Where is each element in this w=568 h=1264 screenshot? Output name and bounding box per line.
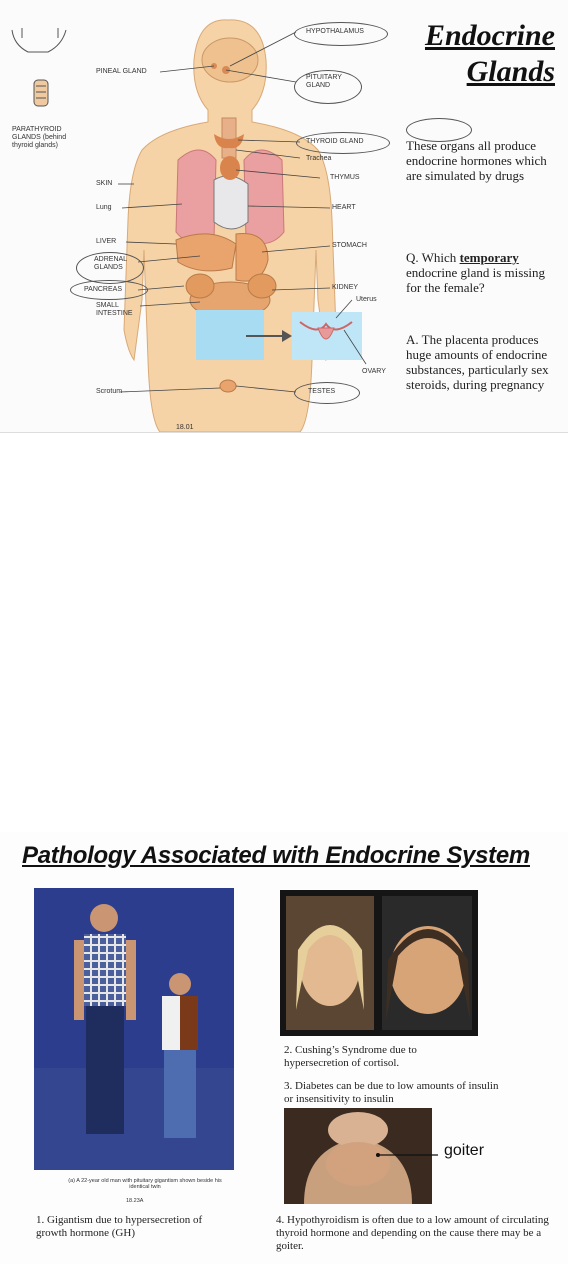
intro-text: These organs all produce endocrine hormones which are simulated by drugs <box>406 138 547 183</box>
item-hypothyroidism: 4. Hypothyroidism is often due to a low amount of circulating thyroid hormone and depending on the cause there may be a goiter. <box>276 1214 549 1252</box>
item-gigantism: 1. Gigantism due to hypersecretion of growth hormone (GH) <box>36 1214 203 1239</box>
label-thymus: THYMUS <box>330 174 360 181</box>
label-thyroid: THYROID GLAND <box>306 138 364 145</box>
label-trachea: Trachea <box>306 155 332 162</box>
slide-title: Endocrine Glands <box>424 19 555 88</box>
item-cushing: 2. Cushing’s Syndrome due to hypersecretion of cortisol. <box>284 1044 417 1069</box>
label-small-intestine: SMALL INTESTINE <box>96 302 133 318</box>
figure-number-2: 18.23A <box>126 1198 144 1204</box>
label-heart: HEART <box>332 204 356 211</box>
label-pituitary: PITUITARY GLAND <box>306 74 342 90</box>
endocrine-glands-slide <box>0 0 568 433</box>
figure-number: 18.01 <box>176 424 194 431</box>
label-pineal: PINEAL GLAND <box>96 68 147 75</box>
label-liver: LIVER <box>96 238 117 245</box>
label-stomach: STOMACH <box>332 242 367 249</box>
label-testes: TESTES <box>308 388 336 395</box>
goiter-label: goiter <box>444 1142 485 1159</box>
label-ovary: OVARY <box>362 368 386 375</box>
label-parathyroid: PARATHYROID GLANDS (behind thyroid glands) <box>12 126 67 150</box>
label-pancreas: PANCREAS <box>84 286 122 293</box>
label-lung: Lung <box>96 204 112 211</box>
item-diabetes: 3. Diabetes can be due to low amounts of insulin or insensitivity to insulin <box>284 1080 499 1105</box>
question-text: Q. Which temporary endocrine gland is missing for the female? <box>406 250 546 295</box>
label-kidney: KIDNEY <box>332 284 359 291</box>
label-hypothalamus: HYPOTHALAMUS <box>306 28 364 35</box>
label-adrenal: ADRENAL GLANDS <box>94 256 127 272</box>
cushing-photos <box>280 890 478 1036</box>
label-scrotum: Scrotum <box>96 388 123 395</box>
pathology-slide <box>0 832 568 1264</box>
slide-title-pathology: Pathology Associated with Endocrine System <box>22 842 530 869</box>
parathyroid-inset <box>12 28 66 106</box>
label-uterus: Uterus <box>356 296 377 303</box>
photo-caption: (a) A 22-year old man with pituitary gigantism shown beside his identical twin <box>68 1178 222 1191</box>
answer-text: A. The placenta produces huge amounts of endocrine substances, particularly sex steroids, during pregnancy <box>406 332 549 392</box>
label-skin: SKIN <box>96 180 113 187</box>
gigantism-photo <box>34 888 234 1170</box>
